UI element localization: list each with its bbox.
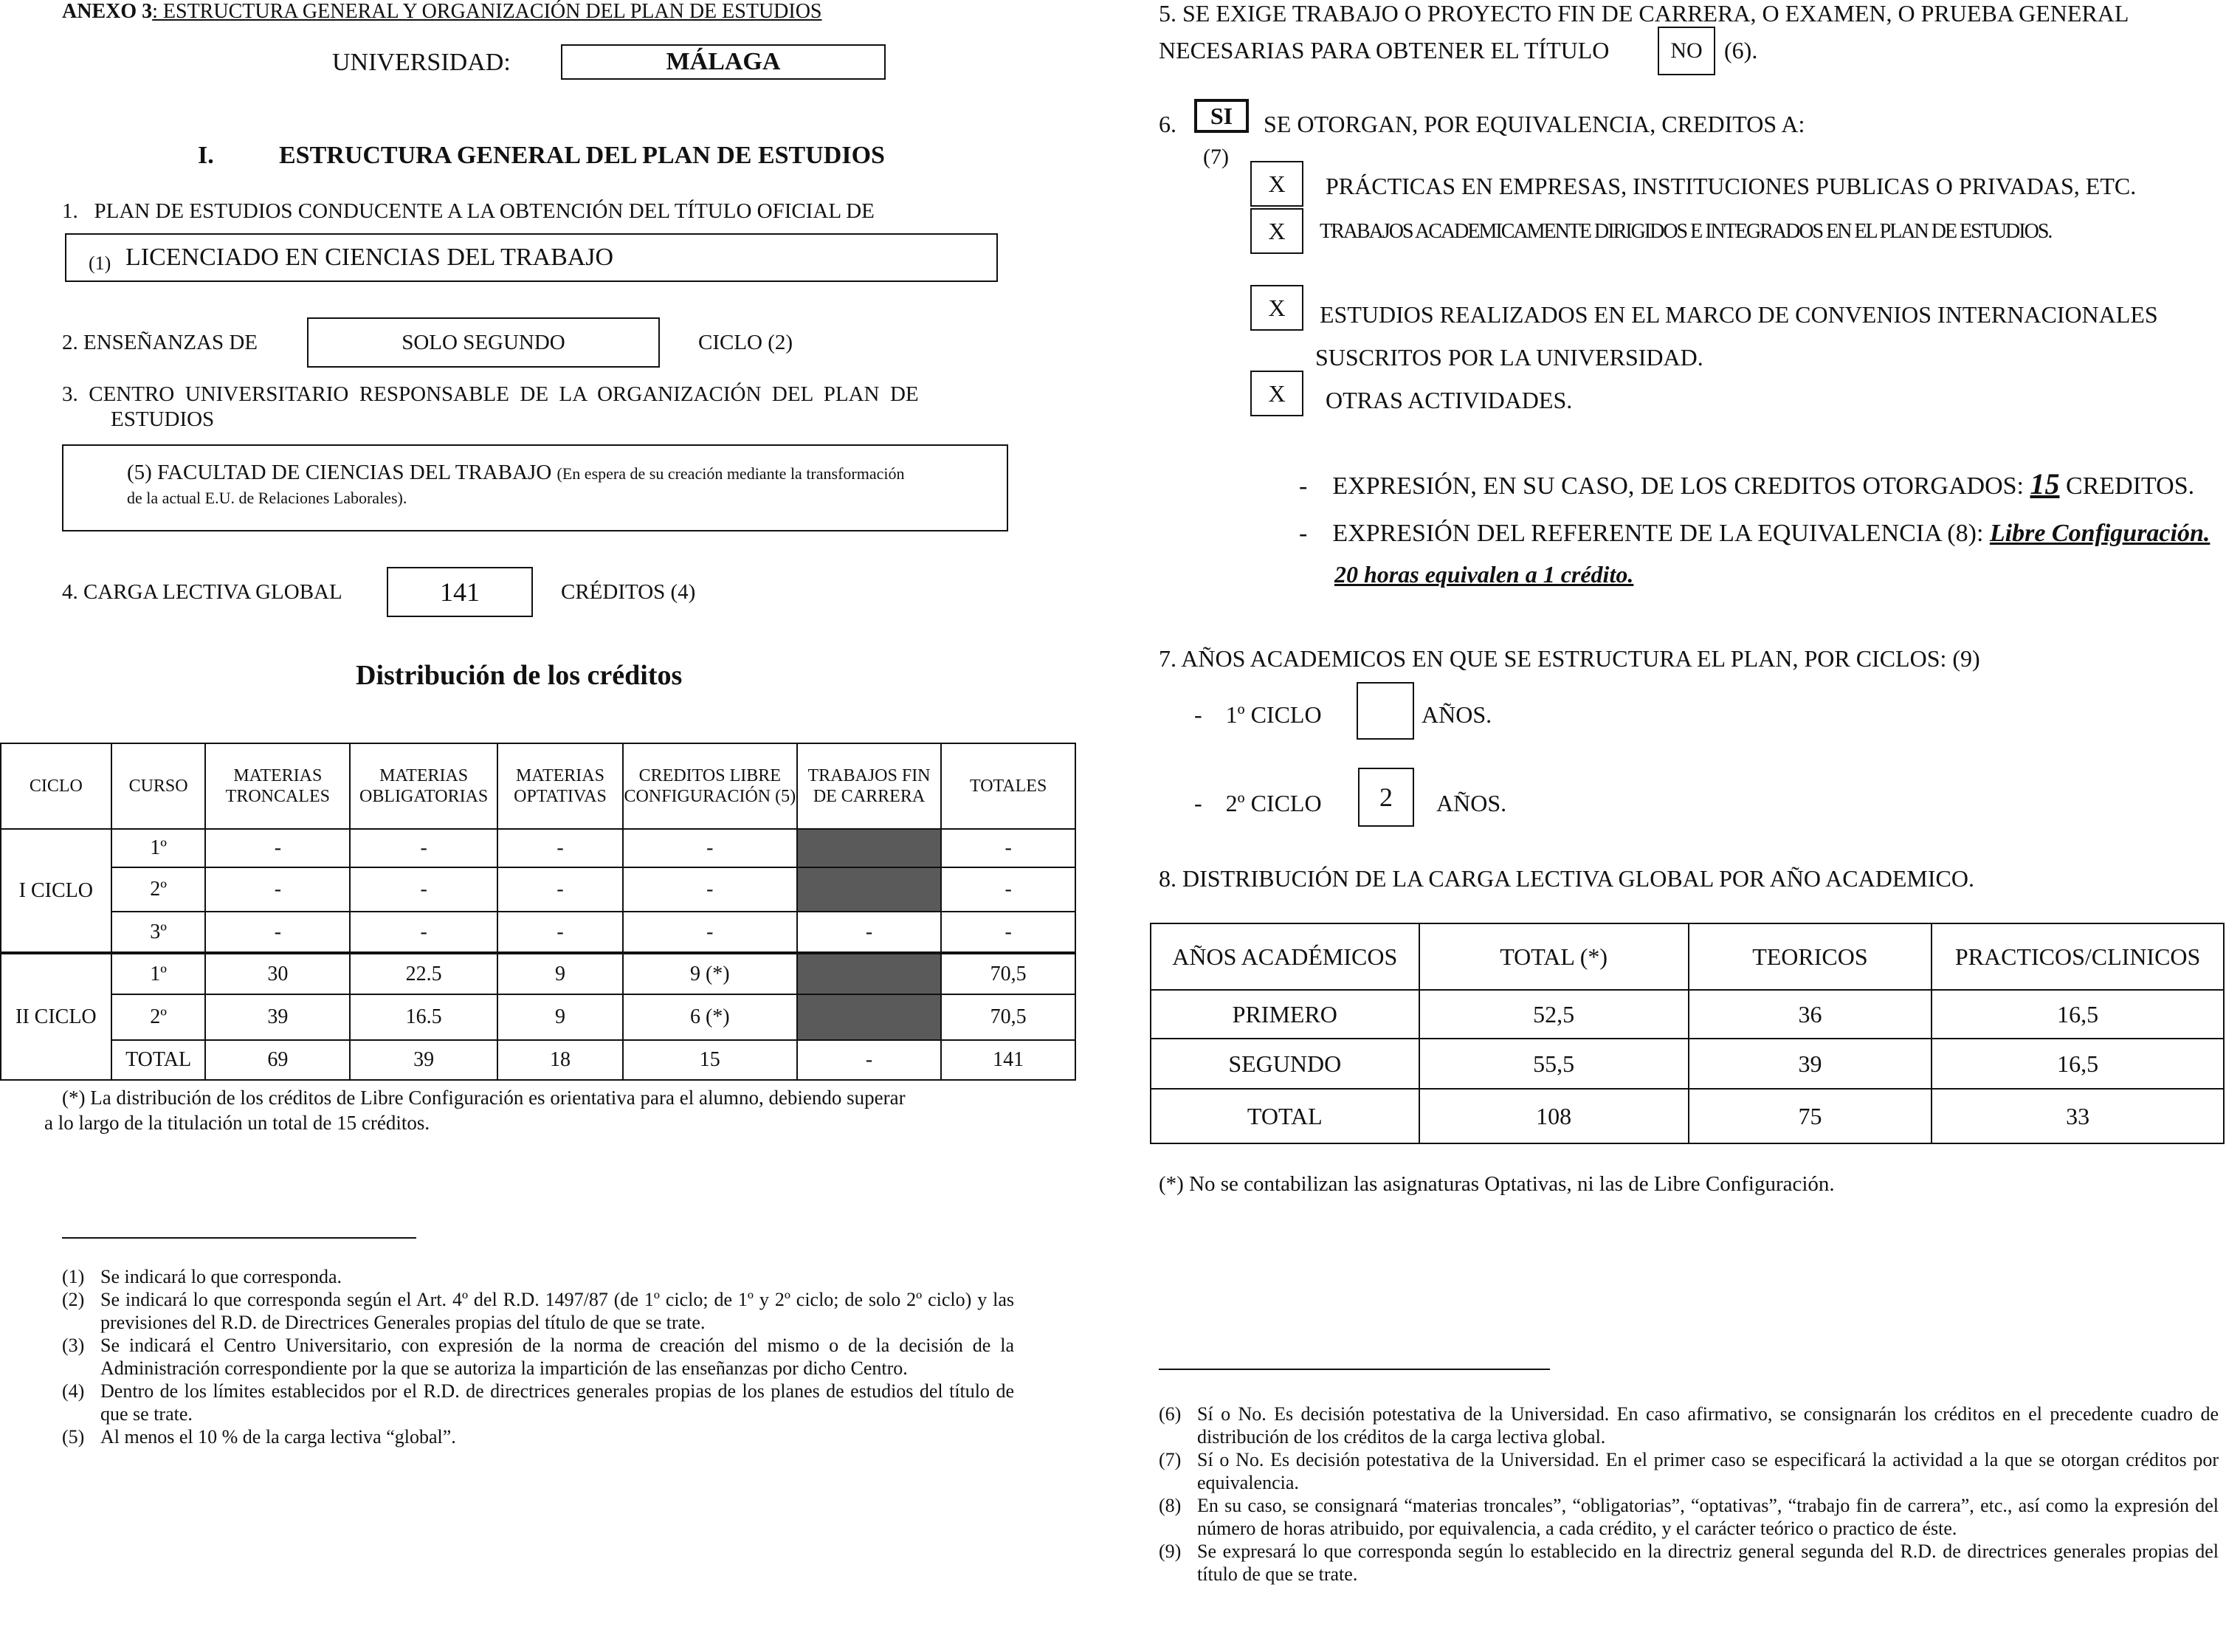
annual-header-teoricos: TEORICOS bbox=[1689, 923, 1932, 990]
obligatorias-cell: - bbox=[350, 912, 497, 953]
credits-expression-suffix: CREDITOS. bbox=[2066, 472, 2195, 500]
annual-practicos-cell: 33 bbox=[1932, 1089, 2224, 1143]
annual-teoricos-cell: 36 bbox=[1689, 990, 1932, 1039]
annual-total-cell: 108 bbox=[1419, 1089, 1689, 1143]
annual-year-cell: SEGUNDO bbox=[1151, 1039, 1419, 1089]
table-row bbox=[1, 953, 1075, 994]
center-value: FACULTAD DE CIENCIAS DEL TRABAJO bbox=[157, 461, 552, 484]
cycle1-years-label: AÑOS. bbox=[1422, 701, 1492, 728]
curso-cell: TOTAL bbox=[111, 1040, 206, 1080]
tfc-cell bbox=[797, 953, 942, 994]
annual-teoricos-cell: 75 bbox=[1689, 1089, 1932, 1143]
annual-header-total: TOTAL (*) bbox=[1419, 923, 1689, 990]
annual-note: (*) No se contabilizan las asignaturas Optativas, ni las de Libre Configuración. bbox=[1159, 1172, 1835, 1196]
troncales-cell: - bbox=[205, 867, 350, 912]
annual-practicos-cell: 16,5 bbox=[1932, 990, 2224, 1039]
table-row bbox=[1, 867, 1075, 912]
total-cell: - bbox=[941, 867, 1075, 912]
item5-line1: 5. SE EXIGE TRABAJO O PROYECTO FIN DE CARRERA, O EXAMEN, O PRUEBA GENERAL bbox=[1159, 0, 2129, 27]
item3-line1: 3. CENTRO UNIVERSITARIO RESPONSABLE DE LA ORGANIZACIÓN DEL PLAN DE bbox=[62, 382, 919, 406]
libre-cell: 9 (*) bbox=[623, 953, 797, 994]
credits-expression-value: 15 bbox=[2030, 467, 2060, 500]
dist-header-ciclo: CICLO bbox=[1, 743, 111, 829]
annex-label: ANEXO 3 bbox=[62, 0, 153, 23]
equivalence-reference: - EXPRESIÓN DEL REFERENTE DE LA EQUIVALENCIA (8): Libre Configuración. bbox=[1299, 520, 2211, 547]
item6-text: SE OTORGAN, POR EQUIVALENCIA, CREDITOS A: bbox=[1264, 111, 1805, 137]
obligatorias-cell: 39 bbox=[350, 1040, 497, 1080]
cycle1-years-field bbox=[1357, 682, 1414, 740]
option-convenios-line2: SUSCRITOS POR LA UNIVERSIDAD. bbox=[1315, 344, 1703, 371]
item6-number: 6. bbox=[1159, 111, 1176, 137]
dist-header-troncales: MATERIAS TRONCALES bbox=[205, 743, 350, 829]
checkbox-convenios: X bbox=[1250, 285, 1303, 331]
table-row bbox=[1, 1040, 1075, 1080]
obligatorias-cell: - bbox=[350, 829, 497, 867]
obligatorias-cell: 16.5 bbox=[350, 994, 497, 1040]
university-value: MÁLAGA bbox=[666, 48, 781, 75]
footnote: (2) Se indicará lo que corresponda según el Art. 4º del R.D. 1497/87 (de 1º ciclo; de 1º y 2º ciclo; de solo 2º ciclo) y las previsiones del R.D. de Directrices Generales propias del título de que se trate. bbox=[62, 1289, 1014, 1333]
item1-label: 1. PLAN DE ESTUDIOS CONDUCENTE A LA OBTENCIÓN DEL TÍTULO OFICIAL DE bbox=[62, 199, 875, 223]
global-load-value: 141 bbox=[440, 577, 480, 607]
troncales-cell: - bbox=[205, 912, 350, 953]
checkbox-practicas: X bbox=[1250, 161, 1303, 207]
curso-cell: 1º bbox=[111, 953, 206, 994]
annual-year-cell: TOTAL bbox=[1151, 1089, 1419, 1143]
checkbox-trabajos: X bbox=[1250, 208, 1303, 254]
item3-line2: ESTUDIOS bbox=[111, 407, 215, 431]
equivalence-field bbox=[1194, 99, 1249, 133]
item3-ref: (5) bbox=[127, 461, 152, 484]
table-row bbox=[1, 829, 1075, 867]
annual-header-practicos: PRACTICOS/CLINICOS bbox=[1932, 923, 2224, 990]
annual-load-table bbox=[1150, 923, 2225, 1144]
optativas-cell: - bbox=[497, 867, 623, 912]
dist-header-curso: CURSO bbox=[111, 743, 206, 829]
footnote: (8) En su caso, se consignará “materias troncales”, “obligatorias”, “optativas”, “trabajo fin de carrera”, etc., así como la expresión del número de horas atribuido, por equivalencia, a cada crédito, y el carácter teórico o practico de éste. bbox=[1159, 1495, 2219, 1539]
optativas-cell: - bbox=[497, 912, 623, 953]
left-footnote-divider bbox=[62, 1237, 416, 1239]
degree-title-value: LICENCIADO EN CIENCIAS DEL TRABAJO bbox=[125, 244, 614, 271]
tfc-cell bbox=[797, 867, 942, 912]
curso-cell: 1º bbox=[111, 829, 206, 867]
total-cell: - bbox=[941, 912, 1075, 953]
dist-header-optativas: MATERIAS OPTATIVAS bbox=[497, 743, 623, 829]
footnote: (1) Se indicará lo que corresponda. bbox=[62, 1266, 342, 1287]
distribution-note-2: a lo largo de la titulación un total de 15 créditos. bbox=[44, 1112, 430, 1134]
cycle-1-cell: I CICLO bbox=[1, 829, 111, 953]
item5-ref: (6). bbox=[1724, 37, 1758, 63]
optativas-cell: - bbox=[497, 829, 623, 867]
curso-cell: 2º bbox=[111, 994, 206, 1040]
annual-year-cell: PRIMERO bbox=[1151, 990, 1419, 1039]
cycle2-years-value: 2 bbox=[1379, 782, 1393, 812]
item6-ref: (7) bbox=[1203, 145, 1229, 169]
footnote: (6) Sí o No. Es decisión potestativa de la Universidad. En caso afirmativo, se consignarán los créditos en el precedente cuadro de distribución de los créditos de la carga lectiva global. bbox=[1159, 1403, 2219, 1448]
center-note-1: (En espera de su creación mediante la transformación bbox=[556, 464, 905, 483]
equivalence-reference-line2: 20 horas equivalen a 1 crédito. bbox=[1334, 561, 1634, 588]
degree-title-field bbox=[65, 233, 998, 282]
right-footnote-divider bbox=[1159, 1369, 1550, 1370]
credits-expression-label: EXPRESIÓN, EN SU CASO, DE LOS CREDITOS OTORGADOS: bbox=[1332, 472, 2025, 500]
center-field bbox=[62, 444, 1008, 531]
university-label: UNIVERSIDAD: bbox=[332, 49, 511, 76]
obligatorias-cell: 22.5 bbox=[350, 953, 497, 994]
teaching-cycle-field bbox=[307, 317, 660, 368]
equivalence-value: SI bbox=[1210, 102, 1233, 129]
footnote: (9) Se expresará lo que corresponda según lo establecido en la directriz general segunda del R.D. de directrices generales propias del título de que se trate. bbox=[1159, 1541, 2219, 1585]
distribution-title: Distribución de los créditos bbox=[356, 660, 683, 691]
table-row bbox=[1, 912, 1075, 953]
tfc-cell: - bbox=[797, 1040, 942, 1080]
footnote: (3) Se indicará el Centro Universitario, con expresión de la norma de creación del mismo o de la decisión de la Administración correspondiente por la que se autoriza la impartición de las enseñanzas por dicho Centro. bbox=[62, 1335, 1014, 1379]
section-title: ESTRUCTURA GENERAL DEL PLAN DE ESTUDIOS bbox=[279, 142, 885, 169]
cycle2-years-field bbox=[1358, 768, 1414, 827]
tfc-cell bbox=[797, 994, 942, 1040]
footnote: (7) Sí o No. Es decisión potestativa de la Universidad. En el primer caso se especificará la actividad a la que se otorgan créditos por equivalencia. bbox=[1159, 1449, 2219, 1493]
annual-header-years: AÑOS ACADÉMICOS bbox=[1151, 923, 1419, 990]
libre-cell: - bbox=[623, 912, 797, 953]
libre-cell: 15 bbox=[623, 1040, 797, 1080]
curso-cell: 2º bbox=[111, 867, 206, 912]
cycle-2-cell: II CICLO bbox=[1, 953, 111, 1080]
annex-heading bbox=[62, 0, 822, 24]
annual-practicos-cell: 16,5 bbox=[1932, 1039, 2224, 1089]
annual-header-row bbox=[1151, 923, 2224, 990]
total-cell: 70,5 bbox=[941, 953, 1075, 994]
troncales-cell: - bbox=[205, 829, 350, 867]
annual-total-cell: 52,5 bbox=[1419, 990, 1689, 1039]
cycle2-row: - 2º CICLO bbox=[1194, 790, 1322, 816]
section-number: I. bbox=[198, 142, 214, 169]
center-note-2: de la actual E.U. de Relaciones Laborales). bbox=[127, 489, 407, 507]
checkbox-otras: X bbox=[1250, 371, 1303, 416]
total-cell: 141 bbox=[941, 1040, 1075, 1080]
table-row bbox=[1151, 1089, 2224, 1143]
equivalence-reference-label: EXPRESIÓN DEL REFERENTE DE LA EQUIVALENCIA (8): bbox=[1332, 520, 1984, 547]
teaching-cycle-value: SOLO SEGUNDO bbox=[402, 330, 565, 354]
global-load-field bbox=[387, 567, 533, 617]
item2-label: 2. ENSEÑANZAS DE bbox=[62, 331, 258, 354]
footnote: (5) Al menos el 10 % de la carga lectiva “global”. bbox=[62, 1426, 456, 1448]
credits-expression: - EXPRESIÓN, EN SU CASO, DE LOS CREDITOS OTORGADOS: 15 CREDITOS. bbox=[1299, 467, 2195, 500]
equivalence-reference-value: Libre Configuración. bbox=[1989, 520, 2211, 547]
dist-header-totales: TOTALES bbox=[941, 743, 1075, 829]
libre-cell: - bbox=[623, 867, 797, 912]
right-footnotes bbox=[1159, 1403, 2219, 1586]
option-convenios-line1: ESTUDIOS REALIZADOS EN EL MARCO DE CONVENIOS INTERNACIONALES bbox=[1320, 301, 2158, 328]
cycle1-label: 1º CICLO bbox=[1225, 701, 1322, 728]
annual-total-cell: 55,5 bbox=[1419, 1039, 1689, 1089]
item1-ref: (1) bbox=[89, 252, 111, 274]
annex-title: : ESTRUCTURA GENERAL Y ORGANIZACIÓN DEL PLAN DE ESTUDIOS bbox=[152, 0, 822, 23]
total-cell: - bbox=[941, 829, 1075, 867]
item4-label: 4. CARGA LECTIVA GLOBAL bbox=[62, 580, 342, 604]
distribution-note-1: (*) La distribución de los créditos de Libre Configuración es orientativa para el alumno, debiendo superar bbox=[62, 1087, 906, 1109]
dist-header-libre: CREDITOS LIBRE CONFIGURACIÓN (5) bbox=[623, 743, 797, 829]
cycle1-row: - 1º CICLO bbox=[1194, 701, 1322, 728]
left-footnotes bbox=[62, 1265, 1014, 1448]
option-otras: OTRAS ACTIVIDADES. bbox=[1326, 387, 1573, 413]
dist-header-obligatorias: MATERIAS OBLIGATORIAS bbox=[350, 743, 497, 829]
item8-title: 8. DISTRIBUCIÓN DE LA CARGA LECTIVA GLOBAL POR AÑO ACADEMICO. bbox=[1159, 865, 1974, 892]
cycle2-label: 2º CICLO bbox=[1225, 790, 1322, 816]
dist-header-tfc: TRABAJOS FIN DE CARRERA bbox=[797, 743, 942, 829]
credits-distribution-table bbox=[0, 743, 1076, 1081]
libre-cell: 6 (*) bbox=[623, 994, 797, 1040]
item2-suffix: CICLO (2) bbox=[698, 331, 793, 354]
optativas-cell: 18 bbox=[497, 1040, 623, 1080]
table-row bbox=[1, 994, 1075, 1040]
troncales-cell: 69 bbox=[205, 1040, 350, 1080]
final-project-value: NO bbox=[1670, 38, 1703, 63]
option-trabajos: TRABAJOS ACADEMICAMENTE DIRIGIDOS E INTEGRADOS EN EL PLAN DE ESTUDIOS. bbox=[1320, 220, 2052, 243]
final-project-field bbox=[1658, 27, 1715, 75]
table-row bbox=[1151, 990, 2224, 1039]
footnote: (4) Dentro de los límites establecidos por el R.D. de directrices generales propias de los planes de estudios del título de que se trate. bbox=[62, 1380, 1014, 1425]
tfc-cell bbox=[797, 829, 942, 867]
item7-title: 7. AÑOS ACADEMICOS EN QUE SE ESTRUCTURA EL PLAN, POR CICLOS: (9) bbox=[1159, 645, 1980, 672]
total-cell: 70,5 bbox=[941, 994, 1075, 1040]
troncales-cell: 30 bbox=[205, 953, 350, 994]
tfc-cell: - bbox=[797, 912, 942, 953]
optativas-cell: 9 bbox=[497, 953, 623, 994]
troncales-cell: 39 bbox=[205, 994, 350, 1040]
annual-teoricos-cell: 39 bbox=[1689, 1039, 1932, 1089]
curso-cell: 3º bbox=[111, 912, 206, 953]
libre-cell: - bbox=[623, 829, 797, 867]
dist-header-row bbox=[1, 743, 1075, 829]
cycle2-years-label: AÑOS. bbox=[1436, 790, 1507, 816]
university-field bbox=[561, 44, 886, 80]
option-practicas: PRÁCTICAS EN EMPRESAS, INSTITUCIONES PUBLICAS O PRIVADAS, ETC. bbox=[1326, 173, 2137, 199]
item5-line2: NECESARIAS PARA OBTENER EL TÍTULO bbox=[1159, 37, 1610, 63]
obligatorias-cell: - bbox=[350, 867, 497, 912]
optativas-cell: 9 bbox=[497, 994, 623, 1040]
table-row bbox=[1151, 1039, 2224, 1089]
item4-suffix: CRÉDITOS (4) bbox=[561, 580, 696, 604]
